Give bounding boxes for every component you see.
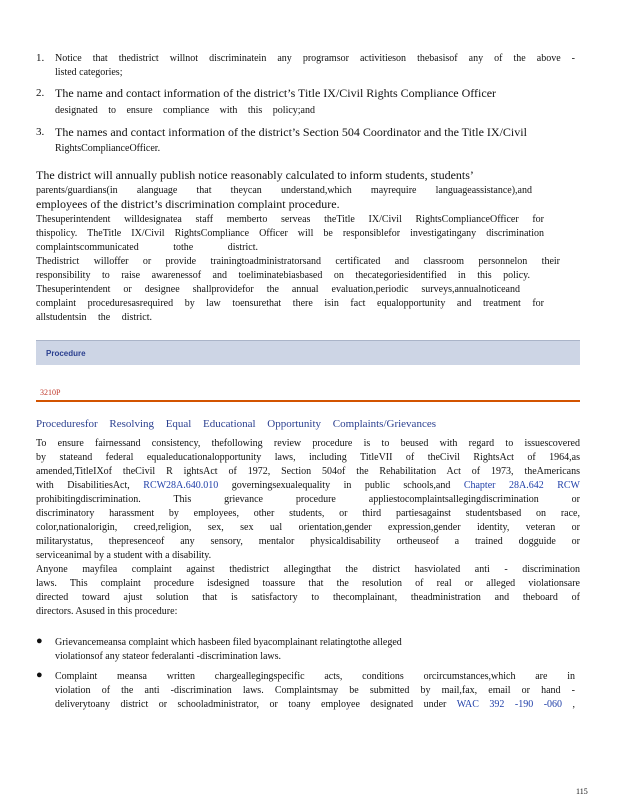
procedure-line [36,507,580,520]
list-item-3-line-1: The names and contact information of the district’s Section 504 Coordinator and the Title IX/Civil [55,125,527,139]
procedure-line [36,549,580,562]
policy-code: 3210P [40,388,61,397]
text-run: militarystatus, thepresenceof any sensory, mentalor physicaldisability ortheuseof a trained dogguide or [36,536,580,547]
text-run: governingsexualequality in public schools,and [218,480,464,491]
text-run: laws. This complaint procedure isdesigned toassure that the resolution of real or alleged violationsare [36,578,580,589]
text-run: with DisabilitiesAct, [36,480,144,491]
list-item-1-line-2: listed categories; [55,67,123,78]
page-number: 115 [576,787,588,796]
text-run: serviceanimal by a student with a disability. [36,550,212,561]
list-item-2-line-2: designated to ensure compliance with this policy;and [55,105,315,116]
bullet-line [55,636,475,649]
notice-line-3: employees of the district’s discrimination complaint procedure. [36,197,340,211]
notice-line-2: parents/guardians(in alanguage that theycan understand,which mayrequire languageassistance),and [36,185,532,196]
list-number: 1. [36,52,45,64]
procedure-line [36,577,580,590]
body-line: responsibility to raise awarenessof and toeliminatebiasbased on thecategoriesidentified in this policy. [36,270,530,281]
body-line: complaintscommunicated tothe district. [36,242,258,253]
bullet-line [55,698,575,711]
list-number: 3. [36,126,45,138]
text-run: violation of the anti -discrimination laws. Complaintsmay be submitted by mail,fax, email or hand - [55,685,575,696]
procedure-line [36,563,580,576]
list-number: 2. [36,87,45,99]
bullet-line [55,684,575,697]
text-run: deliverytoany district or schooladministrator, or toany employee designated under [55,699,457,710]
text-run: amended,TitleIXof theCivil R ightsAct of 1972, Section 504of the Rehabilitation Act of 1973, theAmericans [36,466,580,477]
text-run: prohibitingdiscrimination. This grievance procedure appliestocomplaintsallegingdiscrimination or [36,494,580,505]
text-run: color,nationalorigin, creed,religion, sex, sex ual orientation,gender expression,gender identity, veteran or [36,522,580,533]
procedure-line [36,451,580,464]
procedure-line [36,591,580,604]
notice-line-1: The district will annually publish notice reasonably calculated to inform students, students’ [36,168,474,182]
list-item-1-line-1: Notice that thedistrict willnot discriminatein any programsor activitieson thebasisof any of the above - [55,53,575,64]
bullet-line [55,670,575,683]
section-title: Proceduresfor Resolving Equal Educational Opportunity Complaints/Grievances [36,418,436,430]
procedure-line [36,465,580,478]
procedure-line [36,479,580,492]
reference-link[interactable]: Chapter 28A.642 RCW [463,480,580,491]
text-run: directors. Asused in this procedure: [36,606,178,617]
text-run: Complaint meansa written chargeallegingspecific acts, conditions orcircumstances,which are in [55,671,575,682]
body-line: Thedistrict willoffer or provide trainingtoadministratorsand certificated and classroom personnelon their [36,256,560,267]
section-divider [36,400,580,402]
text-run: , [562,699,575,710]
procedure-line [36,521,580,534]
body-line: allstudentsin the district. [36,312,152,323]
text-run: by stateand federal equaleducationalopportunity laws, including TitleVII of theCivil RightsAct of 1964,as [36,452,580,463]
bullet-dot: ● [36,635,43,647]
body-line: Thesuperintendent willdesignatea staff memberto serveas theTitle IX/Civil RightsComplianceOfficer for [36,214,544,225]
bullet-line [55,650,575,663]
bullet-dot: ● [36,669,43,681]
reference-link[interactable]: RCW28A.640.010 [143,480,219,491]
body-line: complaint proceduresasrequired by law toensurethat there isin fact equalopportunity and treatment for [36,298,544,309]
procedure-line [36,437,580,450]
procedure-line [36,535,580,548]
list-item-3-line-2: RightsComplianceOfficer. [55,143,161,154]
body-line: thispolicy. TheTitle IX/Civil RightsCompliance Officer will be responsiblefor investigatingany discrimination [36,228,544,239]
reference-link[interactable]: WAC 392 -190 -060 [456,699,563,710]
procedure-line [36,493,580,506]
body-line: Thesuperintendent or designee shallprovidefor the annual evaluation,periodic surveys,annualnoticeand [36,284,520,295]
text-run: Grievancemeansa complaint which hasbeen filed byacomplainant relatingtothe alleged [55,637,402,648]
procedure-banner [36,340,580,365]
list-item-2-line-1: The name and contact information of the district’s Title IX/Civil Rights Compliance Officer [55,86,497,100]
procedure-line [36,605,580,618]
text-run: directed toward ajust solution that is satisfactory to thecomplainant, theadministration and theboard of [36,592,580,603]
text-run: Anyone mayfilea complaint against thedistrict allegingthat the district hasviolated anti - discrimination [36,564,580,575]
text-run: discriminatory harassment by employees, other students, or third partiesagainst studentsbased on race, [36,508,580,519]
procedure-label: Procedure [46,349,86,358]
text-run: To ensure fairnessand consistency, thefollowing review procedure is to beused with regard to issuescovered [36,438,580,449]
text-run: violationsof any stateor federalanti -discrimination laws. [55,651,282,662]
